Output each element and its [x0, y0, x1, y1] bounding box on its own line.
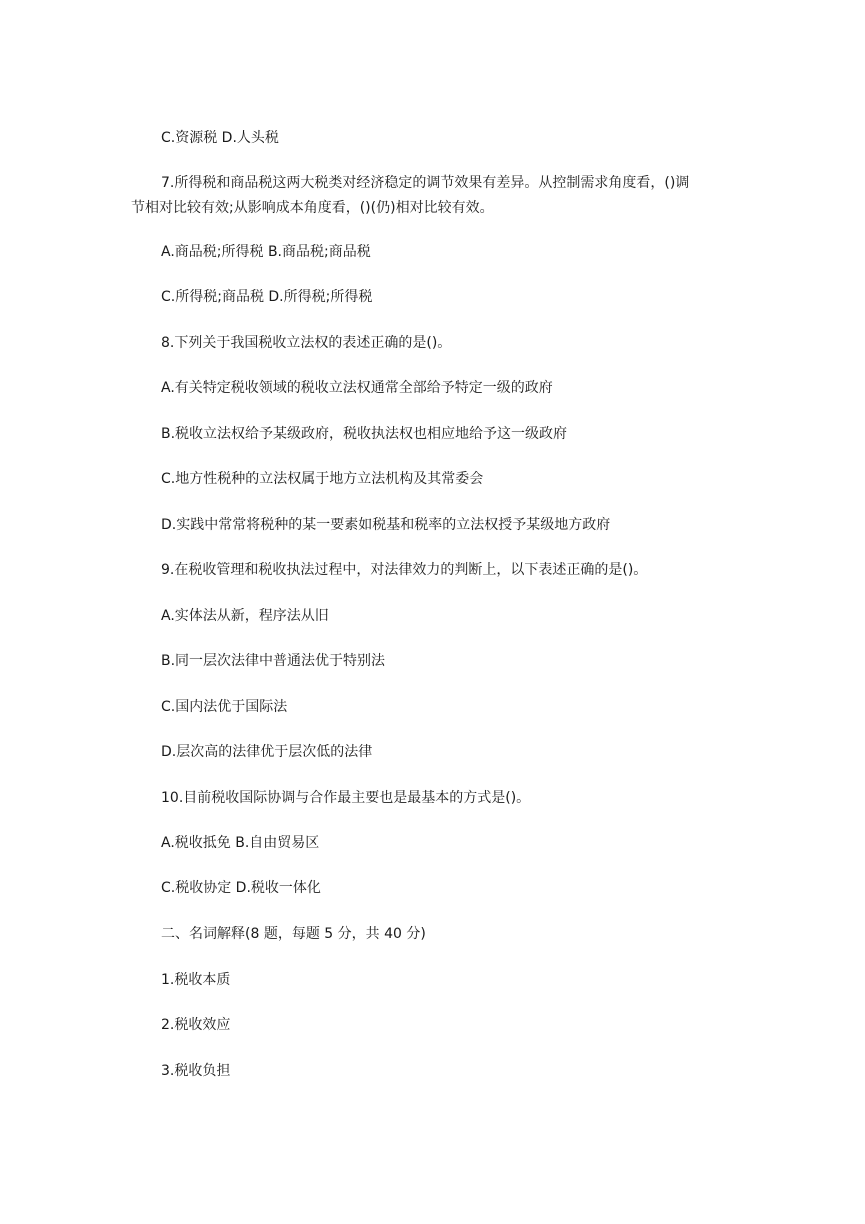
option-9b: B.同一层次法律中普通法优于特别法	[161, 653, 386, 669]
option-8a: A.有关特定税收领域的税收立法权通常全部给予特定一级的政府	[161, 380, 553, 396]
question-8: 8.下列关于我国税收立法权的表述正确的是()。	[161, 335, 452, 351]
section-heading-terms: 二、名词解释(8 题，每题 5 分，共 40 分)	[161, 926, 426, 942]
option-9c: C.国内法优于国际法	[161, 699, 288, 715]
question-10: 10.目前税收国际协调与合作最主要也是最基本的方式是()。	[161, 790, 531, 806]
term-2: 2.税收效应	[161, 1017, 231, 1033]
option-9d: D.层次高的法律优于层次低的法律	[161, 744, 373, 760]
question-7-line-2: 节相对比较有效;从影响成本角度看，()(仍)相对比较有效。	[131, 200, 494, 216]
option-8b: B.税收立法权给予某级政府，税收执法权也相应地给予这一级政府	[161, 426, 568, 442]
option-line-10cd: C.税收协定 D.税收一体化	[161, 880, 321, 896]
option-line-7cd: C.所得税;商品税 D.所得税;所得税	[161, 289, 373, 305]
option-8d: D.实践中常常将税种的某一要素如税基和税率的立法权授予某级地方政府	[161, 517, 611, 533]
term-1: 1.税收本质	[161, 972, 231, 988]
option-line-6cd: C.资源税 D.人头税	[161, 130, 279, 146]
option-9a: A.实体法从新，程序法从旧	[161, 608, 329, 624]
option-line-10ab: A.税收抵免 B.自由贸易区	[161, 835, 320, 851]
option-8c: C.地方性税种的立法权属于地方立法机构及其常委会	[161, 471, 484, 487]
term-3: 3.税收负担	[161, 1063, 231, 1079]
option-line-7ab: A.商品税;所得税 B.商品税;商品税	[161, 244, 371, 260]
question-7-line-1: 7.所得税和商品税这两大税类对经济稳定的调节效果有差异。从控制需求角度看，()调	[161, 175, 690, 191]
question-9: 9.在税收管理和税收执法过程中，对法律效力的判断上，以下表述正确的是()。	[161, 562, 648, 578]
